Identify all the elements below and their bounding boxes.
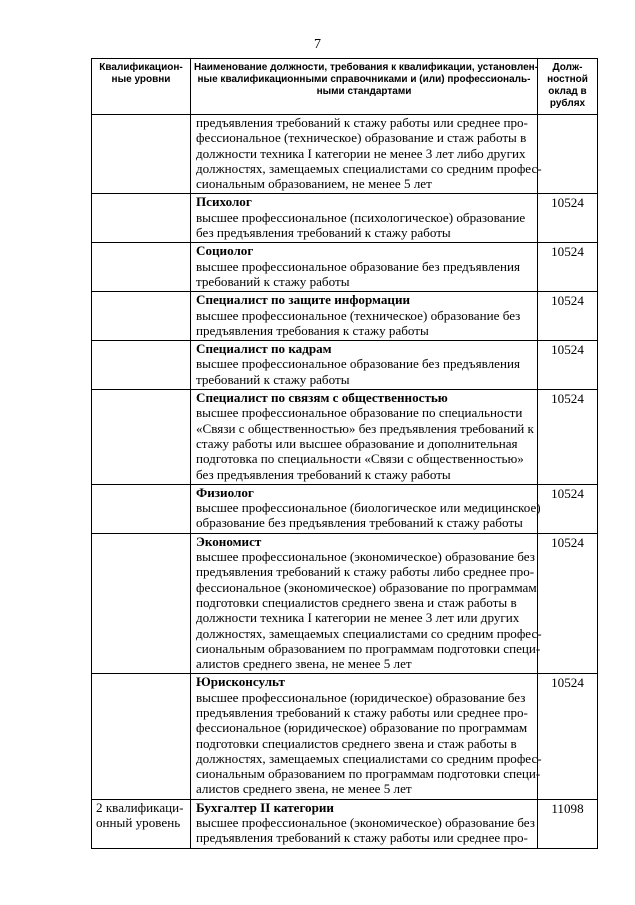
requirement-line: образование без предъявления требований к стажу работы (196, 515, 523, 531)
salary-cell: 11098 (538, 799, 598, 848)
table-row (92, 194, 598, 243)
requirement-line: предъявления требований к стажу работы или среднее про- (196, 830, 528, 846)
qualification-level-cell (92, 390, 191, 485)
requirement-line: должности техника I категории не менее 3 лет либо других (196, 145, 526, 161)
table-header-row (92, 59, 598, 115)
header-line: ностной (547, 74, 588, 85)
requirement-line: должностях, замещаемых специалистами со средним профес- (196, 625, 542, 641)
requirement-line: должностях, замещаемых специалистами со средним профес- (196, 160, 542, 176)
requirement-line: предъявления требований к стажу работы или среднее про- (196, 115, 528, 130)
header-line: ными стандартами (316, 86, 412, 97)
position-title: Специалист по защите информации (196, 292, 411, 308)
requirement-line: предъявления требований к стажу работы либо среднее про- (196, 564, 535, 580)
header-salary (538, 59, 598, 115)
position-description-cell (191, 674, 542, 799)
header-line: Квалификацион- (99, 62, 183, 73)
qualification-level-cell (92, 799, 191, 848)
requirement-line: высшее профессиональное (юридическое) образование без (196, 689, 526, 705)
position-title: Социолог (196, 243, 254, 259)
header-line: Долж- (552, 62, 583, 73)
requirement-line: высшее профессиональное (психологическое) образование (196, 209, 526, 225)
header-position-requirements (191, 59, 538, 115)
requirement-line: подготовка по специальности «Связи с общественностью» (196, 451, 524, 467)
position-description-cell (191, 799, 538, 848)
requirement-line: фессиональное (техническое) образование и стаж работы в (196, 130, 527, 146)
requirement-line: алистов среднего звена, не менее 5 лет (196, 656, 412, 672)
requirement-line: предъявления требования к стажу работы (196, 322, 429, 338)
table-row (92, 243, 598, 292)
table-row (92, 484, 598, 533)
requirement-line: должности техника I категории не менее 3 лет или других (196, 610, 520, 626)
qualification-level-cell (92, 533, 191, 674)
position-title: Юрисконсульт (196, 674, 285, 690)
position-description-cell (191, 115, 542, 194)
requirement-line: высшее профессиональное (экономическое) образование без (196, 815, 535, 831)
requirement-line: подготовки специалистов среднего звена и стаж работы в (196, 735, 517, 751)
table-body (92, 115, 598, 849)
position-description-cell (191, 533, 542, 674)
requirement-line: фессиональное (юридическое) образование по программам (196, 720, 528, 736)
position-description-cell (191, 390, 538, 485)
salary-cell: 10524 (538, 243, 598, 292)
requirement-line: «Связи с общественностью» без предъявления требований к (196, 420, 534, 436)
requirement-line: высшее профессиональное образование по специальности (196, 405, 523, 421)
qualification-salary-table (91, 58, 598, 849)
requirement-line: сиональным образованием по программам подготовки специ- (196, 766, 541, 782)
position-description-cell (191, 194, 538, 243)
position-title: Бухгалтер II категории (196, 799, 334, 815)
table-row (92, 799, 598, 848)
salary-cell: 10524 (538, 533, 598, 674)
header-line: Наименование должности, требования к квалификации, установлен- (194, 62, 539, 73)
requirement-line: стажу работы или высшее образование и дополнительная (196, 435, 518, 451)
table-row (92, 533, 598, 674)
position-title: Экономист (196, 533, 262, 549)
requirement-line: сиональным образованием по программам подготовки специ- (196, 640, 541, 656)
qualification-level-cell (92, 194, 191, 243)
requirement-line: должностях, замещаемых специалистами со средним профес- (196, 750, 542, 766)
requirement-line: требований к стажу работы (196, 371, 350, 387)
header-qualification-levels (92, 59, 191, 115)
table-row (92, 390, 598, 485)
requirement-line: высшее профессиональное (биологическое или медицинское) (196, 500, 541, 516)
qualification-level-cell (92, 341, 191, 390)
salary-cell: 10524 (538, 484, 598, 533)
position-description-cell (191, 341, 538, 390)
header-line: ные уровни (111, 74, 171, 85)
position-title: Физиолог (196, 484, 254, 500)
salary-cell: 10524 (538, 292, 598, 341)
salary-cell: 10524 (538, 674, 598, 799)
header-line: рублях (549, 98, 586, 109)
requirement-line: фессиональное (экономическое) образование по программам (196, 579, 537, 595)
position-title: Психолог (196, 194, 252, 210)
requirement-line: без предъявления требований к стажу работы (196, 466, 451, 482)
position-description-cell (191, 292, 538, 341)
requirement-line: требований к стажу работы (196, 273, 350, 289)
qualification-level-cell (92, 484, 191, 533)
requirement-line: сиональным образованием, не менее 5 лет (196, 176, 432, 192)
qualification-level-line: 2 квалификаци- (96, 799, 184, 815)
requirement-line: предъявления требований к стажу работы или среднее про- (196, 704, 528, 720)
table-row (92, 115, 598, 194)
requirement-line: без предъявления требований к стажу работы (196, 225, 451, 241)
requirement-line: подготовки специалистов среднего звена и стаж работы в (196, 594, 517, 610)
position-title: Специалист по кадрам (196, 341, 332, 357)
header-line: ные квалификационными справочниками и (или) профессиональ- (197, 74, 531, 85)
position-description-cell (191, 484, 541, 533)
qualification-level-cell (92, 243, 191, 292)
salary-cell (538, 115, 598, 194)
table-row (92, 674, 598, 799)
requirement-line: алистов среднего звена, не менее 5 лет (196, 781, 412, 797)
requirement-line: высшее профессиональное образование без предъявления (196, 356, 520, 372)
table-row (92, 292, 598, 341)
table-row (92, 341, 598, 390)
position-title: Специалист по связям с общественностью (196, 390, 448, 406)
qualification-level-cell (92, 674, 191, 799)
page-number: 7 (314, 37, 321, 52)
qualification-level-line: онный уровень (96, 815, 181, 831)
header-line: оклад в (548, 86, 587, 97)
qualification-level-cell (92, 115, 191, 194)
requirement-line: высшее профессиональное (техническое) образование без (196, 307, 521, 323)
requirement-line: высшее профессиональное образование без предъявления (196, 258, 520, 274)
requirement-line: высшее профессиональное (экономическое) образование без (196, 549, 535, 565)
position-description-cell (191, 243, 538, 292)
qualification-level-cell (92, 292, 191, 341)
salary-cell: 10524 (538, 194, 598, 243)
salary-cell: 10524 (538, 390, 598, 485)
salary-cell: 10524 (538, 341, 598, 390)
